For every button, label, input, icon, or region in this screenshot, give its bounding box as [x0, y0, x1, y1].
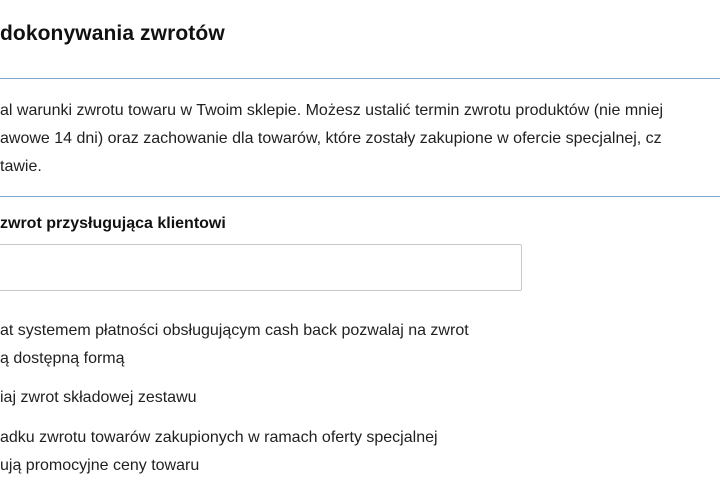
option-label-line: adku zwrotu towarów zakupionych w ramach oferty specjalnej — [0, 429, 438, 446]
option-bundle-item-return[interactable] — [0, 384, 197, 412]
option-label-line: at systemem płatności obsługującym cash back pozwalaj na zwrot — [0, 322, 469, 339]
option-label-line: ują promocyjne ceny towaru — [0, 457, 200, 474]
option-label-line: iaj zwrot składowej zestawu — [0, 389, 197, 406]
divider-top — [0, 78, 720, 79]
description-line: tawie. — [0, 158, 42, 175]
description-line: awowe 14 dni) oraz zachowanie dla towarów, które zostały zakupione w ofercie specjalnej, cz — [0, 130, 662, 147]
option-label-line: ą dostępną formą — [0, 350, 125, 367]
return-period-label: zwrot przysługująca klientowi — [0, 215, 226, 232]
option-cashback-return[interactable] — [0, 317, 469, 373]
divider-bottom — [0, 196, 720, 197]
return-period-input[interactable] — [0, 244, 522, 291]
option-special-offer-return[interactable] — [0, 424, 438, 480]
section-title: dokonywania zwrotów — [0, 22, 225, 45]
section-description — [0, 97, 720, 181]
description-line: al warunki zwrotu towaru w Twoim sklepie. Możesz ustalić termin zwrotu produktów (nie mniej — [0, 102, 664, 119]
